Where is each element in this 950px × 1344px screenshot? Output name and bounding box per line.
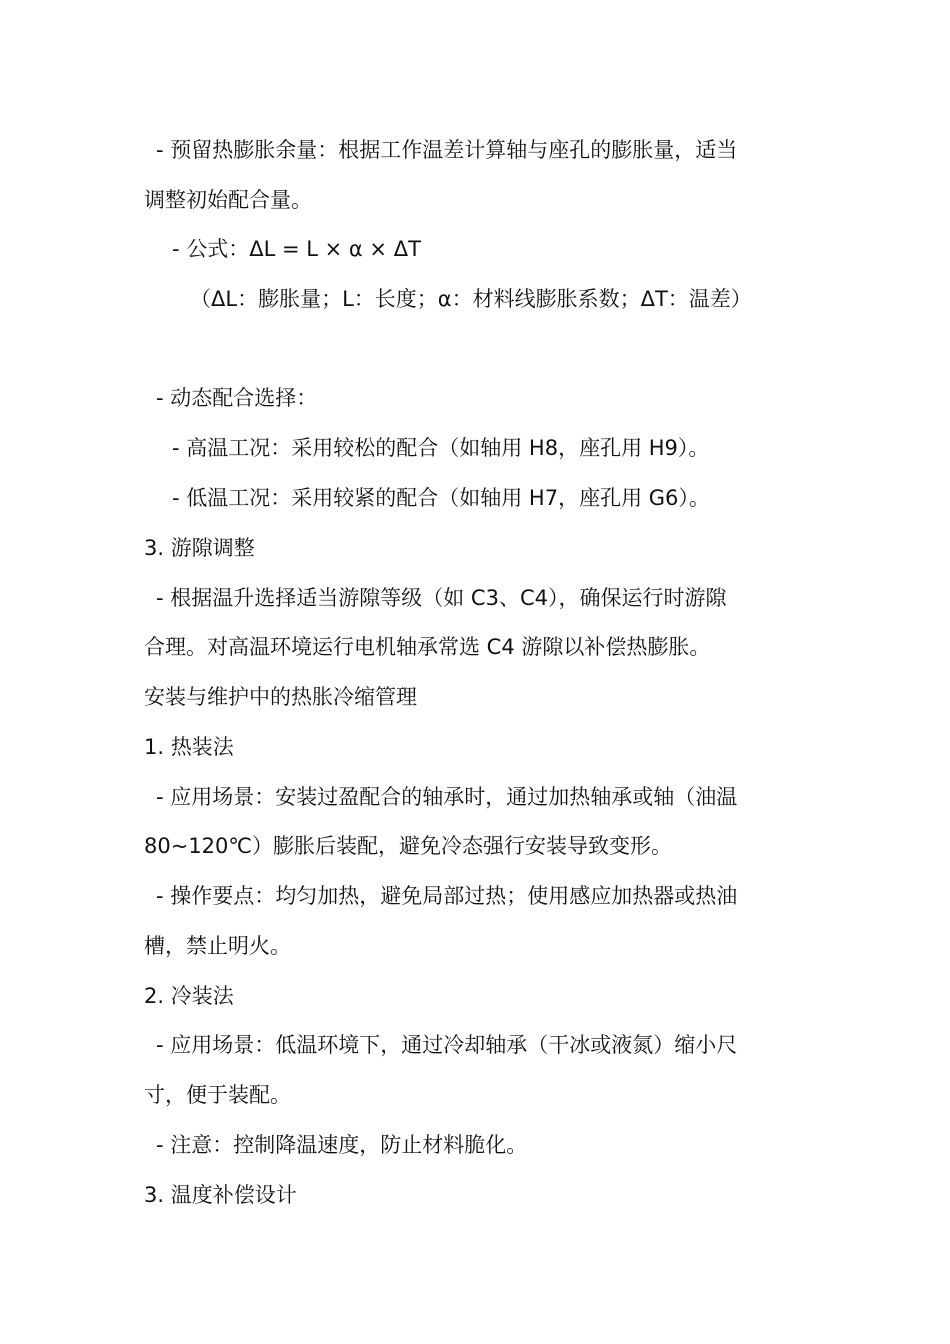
section-heading: 3. 游隙调整 [144, 536, 255, 560]
section-heading: 2. 冷装法 [144, 984, 234, 1008]
text-line: - 动态配合选择： [156, 386, 318, 410]
text-line: - 操作要点：均匀加热，避免局部过热；使用感应加热器或热油 [156, 884, 738, 908]
text-line: - 根据温升选择适当游隙等级（如 C3、C4），确保运行时游隙 [156, 586, 727, 610]
section-heading: 3. 温度补偿设计 [144, 1183, 297, 1207]
text-line: 80~120℃）膨胀后装配，避免冷态强行安装导致变形。 [144, 834, 672, 858]
text-line: - 高温工况：采用较松的配合（如轴用 H8，座孔用 H9）。 [172, 436, 710, 460]
formula-line: - 公式：ΔL = L × α × ΔT [172, 237, 421, 261]
section-title: 安装与维护中的热胀冷缩管理 [144, 685, 417, 709]
text-line: 调整初始配合量。 [144, 188, 312, 212]
text-line: - 预留热膨胀余量：根据工作温差计算轴与座孔的膨胀量，适当 [156, 138, 738, 162]
formula-legend: （ΔL：膨胀量；L：长度；α：材料线膨胀系数；ΔT：温差） [190, 287, 752, 311]
text-line: 槽，禁止明火。 [144, 934, 291, 958]
text-line: - 应用场景：安装过盈配合的轴承时，通过加热轴承或轴（油温 [156, 785, 738, 809]
text-line: - 注意：控制降温速度，防止材料脆化。 [156, 1133, 528, 1157]
section-heading: 1. 热装法 [144, 735, 234, 759]
text-line: - 应用场景：低温环境下，通过冷却轴承（干冰或液氮）缩小尺 [156, 1033, 738, 1057]
text-line: 合理。对高温环境运行电机轴承常选 C4 游隙以补偿热膨胀。 [144, 635, 711, 659]
text-line: - 低温工况：采用较紧的配合（如轴用 H7，座孔用 G6）。 [172, 486, 710, 510]
text-line: 寸，便于装配。 [144, 1083, 291, 1107]
